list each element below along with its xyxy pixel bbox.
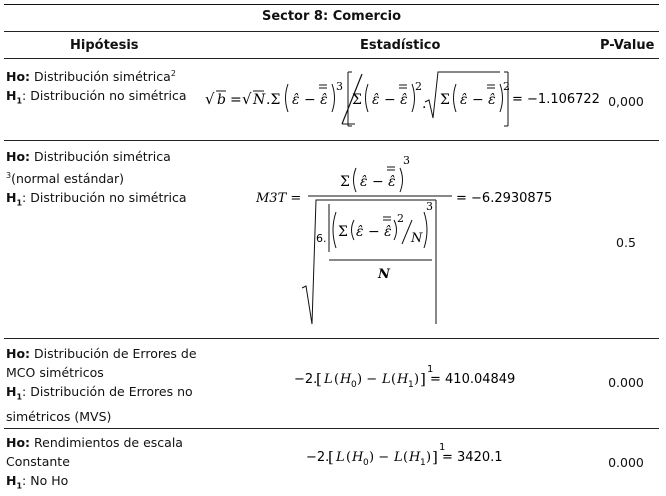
- svg-text:(: (: [403, 450, 409, 465]
- svg-text:(: (: [334, 372, 340, 387]
- svg-text:[: [: [328, 448, 334, 466]
- svg-text:(: (: [391, 372, 397, 387]
- table-title: Sector 8: Comercio: [261, 9, 402, 24]
- svg-text:√: √: [205, 90, 215, 108]
- formula-m3t: [250, 148, 570, 328]
- h1-line: $H_1$: No Ho: [6, 473, 69, 491]
- svg-text:H: H: [409, 450, 421, 465]
- row-rule: [4, 338, 659, 339]
- svg-text:0: 0: [351, 380, 357, 390]
- svg-text:ε̂ − ε̂: ε̂ − ε̂: [292, 92, 328, 108]
- table-row-3-hypothesis: [6, 344, 211, 426]
- h1-line: $H_1$: Distribución no simétrica: [6, 88, 187, 106]
- header-rule: [4, 58, 659, 59]
- svg-text:N: N: [253, 92, 266, 108]
- row-rule: [4, 428, 659, 429]
- svg-text:√: √: [242, 90, 252, 108]
- svg-text:H: H: [397, 372, 409, 387]
- h0-line: Ho: Distribución simétrica: [6, 149, 171, 164]
- svg-text:N: N: [411, 231, 423, 246]
- statistic-name: M3T =: [256, 191, 302, 206]
- svg-text:]: ]: [420, 370, 426, 388]
- formula-lr-2: [302, 440, 502, 476]
- svg-text:ε̂ − ε̂: ε̂ − ε̂: [460, 92, 496, 108]
- svg-text:[: [: [316, 370, 322, 388]
- table-row-1-hypothesis: [6, 64, 211, 111]
- svg-text:): ): [414, 372, 420, 387]
- svg-text:−2.: −2.: [294, 372, 318, 387]
- table-row-2-hypothesis: [6, 147, 211, 213]
- svg-text:Σ: Σ: [440, 92, 450, 108]
- table-row-4-hypothesis: [6, 433, 211, 496]
- header-hypothesis: Hipótesis: [70, 38, 139, 53]
- table-row-1-pvalue: 0,000: [608, 94, 644, 109]
- h0-line: Ho: Distribución simétrica$^2$: [6, 69, 176, 85]
- header-statistic: Estadístico: [360, 38, 441, 53]
- h1-line: $H_1$: Distribución no simétrica: [6, 190, 187, 208]
- svg-text:H: H: [340, 372, 352, 387]
- table-row-4-pvalue: 0.000: [608, 455, 644, 470]
- formula-lr-1: [290, 362, 550, 398]
- svg-text:H: H: [352, 450, 364, 465]
- svg-text:=: =: [230, 92, 242, 108]
- h1-line: $H_1$: Distribución de Errores no simétricos (MVS): [6, 384, 193, 424]
- svg-text:) −: ) −: [369, 450, 390, 465]
- h0-line-2: $^3$(normal estándar): [6, 171, 125, 187]
- svg-text:−2.: −2.: [306, 450, 330, 465]
- formula-skewness: [200, 66, 600, 130]
- svg-text:.: .: [422, 96, 427, 112]
- top-rule: [4, 4, 659, 5]
- svg-text:L: L: [336, 450, 345, 465]
- svg-text:L: L: [324, 372, 333, 387]
- svg-text:N: N: [378, 267, 390, 282]
- svg-text:3: 3: [403, 154, 410, 167]
- svg-text:2: 2: [503, 80, 510, 93]
- svg-text:) −: ) −: [357, 372, 378, 387]
- svg-text:2: 2: [397, 212, 404, 225]
- svg-text:3: 3: [426, 200, 433, 213]
- statistic-result: = −1.106722: [512, 92, 600, 107]
- statistic-result: = 3420.1: [442, 450, 503, 465]
- title-rule: [4, 31, 659, 32]
- svg-text:Σ: Σ: [352, 92, 362, 108]
- header-pvalue: P-Value: [600, 38, 655, 53]
- svg-text:): ): [426, 450, 432, 465]
- h0-line: Ho: Distribución de Errores de MCO simétricos: [6, 346, 197, 380]
- table-row-3-pvalue: 0.000: [608, 375, 644, 390]
- svg-text:.Σ: .Σ: [266, 92, 281, 108]
- statistic-result: = −6.2930875: [456, 191, 553, 206]
- svg-text:1: 1: [420, 458, 426, 468]
- svg-text:ε̂ − ε̂: ε̂ − ε̂: [372, 92, 408, 108]
- svg-text:ε̂ − ε̂: ε̂ − ε̂: [356, 224, 392, 240]
- svg-text:2: 2: [415, 80, 422, 93]
- svg-text:1: 1: [408, 380, 414, 390]
- svg-text:ε̂ − ε̂: ε̂ − ε̂: [360, 174, 396, 190]
- svg-text:Σ: Σ: [340, 174, 350, 190]
- svg-text:1: 1: [427, 364, 434, 375]
- svg-text:(: (: [346, 450, 352, 465]
- statistic-result: = 410.04849: [430, 372, 516, 387]
- svg-text:0: 0: [363, 458, 369, 468]
- row-rule: [4, 140, 659, 141]
- svg-text:b: b: [217, 92, 226, 108]
- svg-text:Σ: Σ: [338, 224, 348, 240]
- h0-line: Ho: Rendimientos de escala Constante: [6, 435, 183, 469]
- svg-text:L: L: [394, 450, 403, 465]
- table-row-2-pvalue: 0.5: [616, 235, 636, 250]
- svg-text:6.: 6.: [316, 232, 327, 245]
- svg-text:3: 3: [336, 80, 343, 93]
- svg-text:1: 1: [439, 442, 446, 453]
- svg-text:]: ]: [432, 448, 438, 466]
- svg-text:L: L: [382, 372, 391, 387]
